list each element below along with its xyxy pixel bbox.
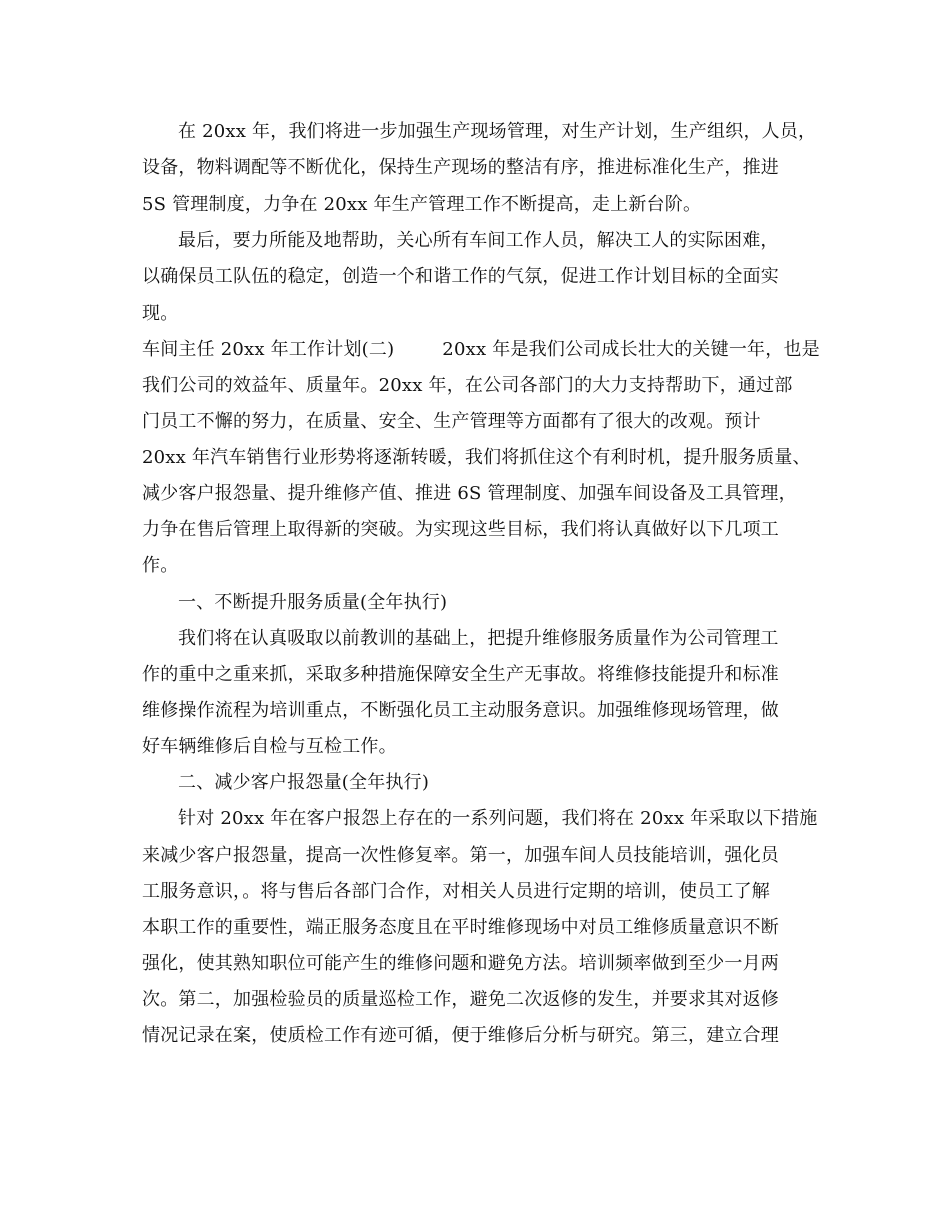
section-heading: 一、不断提升服务质量(全年执行) [178, 592, 448, 613]
paragraph-line: 门员工不懈的努力，在质量、安全、生产管理等方面都有了很大的改观。预计 [142, 411, 761, 432]
plan-heading: 车间主任 20xx 年工作计划(二) [142, 339, 395, 360]
paragraph-line: 维修操作流程为培训重点，不断强化员工主动服务意识。加强维修现场管理，做 [142, 700, 779, 721]
paragraph-line: 以确保员工队伍的稳定，创造一个和谐工作的气氛，促进工作计划目标的全面实 [142, 266, 779, 287]
paragraph-line: 本职工作的重要性，端正服务态度且在平时维修现场中对员工维修质量意识不断 [142, 917, 779, 938]
paragraph-line: 作。 [142, 555, 179, 576]
paragraph-line: 强化，使其熟知职位可能产生的维修问题和避免方法。培训频率做到至少一月两 [142, 953, 779, 974]
paragraph-line: 5S 管理制度，力争在 20xx 年生产管理工作不断提高，走上新台阶。 [142, 194, 702, 215]
paragraph-line: 情况记录在案，使质检工作有迹可循，便于维修后分析与研究。第三，建立合理 [142, 1025, 779, 1046]
paragraph-line: 在 20xx 年，我们将进一步加强生产现场管理，对生产计划，生产组织，人员， [178, 121, 817, 142]
paragraph-line: 最后，要力所能及地帮助，关心所有车间工作人员，解决工人的实际困难， [178, 230, 779, 251]
paragraph-line: 设备，物料调配等不断优化，保持生产现场的整洁有序，推进标准化生产，推进 [142, 157, 779, 178]
paragraph-line: 次。第二，加强检验员的质量巡检工作，避免二次返修的发生，并要求其对返修 [142, 989, 779, 1010]
paragraph-line: 减少客户报怨量、提升维修产值、推进 6S 管理制度、加强车间设备及工具管理， [142, 483, 797, 504]
paragraph-line: 作的重中之重来抓，采取多种措施保障安全生产无事故。将维修技能提升和标准 [142, 664, 779, 685]
paragraph-line: 针对 20xx 年在客户报怨上存在的一系列问题，我们将在 20xx 年采取以下措施 [178, 808, 818, 829]
plan-intro-text: 20xx 年是我们公司成长壮大的关键一年，也是 [442, 339, 820, 360]
paragraph-line: 我们公司的效益年、质量年。20xx 年，在公司各部门的大力支持帮助下，通过部 [142, 375, 793, 396]
paragraph-line: 我们将在认真吸取以前教训的基础上，把提升维修服务质量作为公司管理工 [178, 628, 779, 649]
paragraph-line: 好车辆维修后自检与互检工作。 [142, 736, 397, 757]
plan-heading-line [142, 332, 842, 368]
paragraph-line: 20xx 年汽车销售行业形势将逐渐转暖，我们将抓住这个有利时机，提升服务质量、 [142, 447, 811, 468]
paragraph-line: 力争在售后管理上取得新的突破。为实现这些目标，我们将认真做好以下几项工 [142, 519, 779, 540]
section-heading: 二、减少客户报怨量(全年执行) [178, 772, 430, 793]
paragraph-line: 来减少客户报怨量，提高一次性修复率。第一，加强车间人员技能培训，强化员 [142, 845, 779, 866]
paragraph-line: 现。 [142, 303, 179, 324]
paragraph-line: 工服务意识，。将与售后各部门合作，对相关人员进行定期的培训，使员工了解 [142, 881, 770, 902]
